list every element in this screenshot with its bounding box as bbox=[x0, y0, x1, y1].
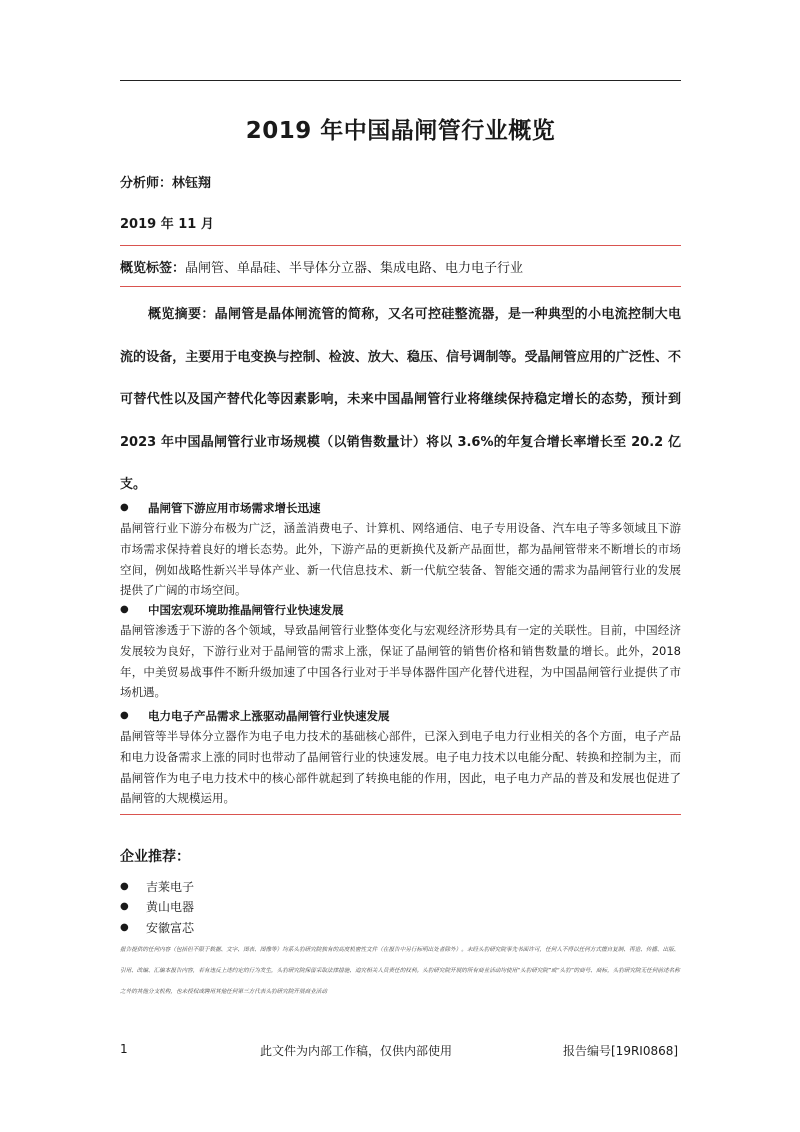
section-body: 晶闸管行业下游分布极为广泛，涵盖消费电子、计算机、网络通信、电子专用设备、汽车电子等多领域且下游市场需求保持着良好的增长态势。此外，下游产品的更新换代及新产品面世，都为晶闸管带来不断增长的市场空间，例如战略性新兴半导体产业、新一代信息技术、新一代航空装备、智能交通的需求为晶闸管行业的发展提供了广阔的市场空间。 bbox=[120, 521, 681, 598]
section-heading-text: 中国宏观环境助推晶闸管行业快速发展 bbox=[148, 602, 344, 617]
summary-paragraph bbox=[120, 294, 681, 507]
report-date: 2019 年 11 月 bbox=[120, 217, 214, 232]
company-name: 安徽富芯 bbox=[146, 920, 195, 935]
analyst-line: 分析师：林钰翔 bbox=[120, 176, 212, 191]
list-item bbox=[120, 917, 194, 938]
section-heading bbox=[120, 706, 681, 726]
tags-line bbox=[120, 257, 523, 276]
section-body: 晶闸管等半导体分立器作为电子电力技术的基础核心部件，已深入到电子电力行业相关的各个方面，电子产品和电力设备需求上涨的同时也带动了晶闸管行业的快速发展。电子电力技术以电能分配、转换和控制为主，而晶闸管作为电子电力技术中的核心部件就起到了转换电能的作用，因此，电子电力产品的普及和发展也促进了晶闸管的大规模运用。 bbox=[120, 729, 681, 806]
bullet-icon: ● bbox=[120, 901, 129, 913]
recommend-title: 企业推荐： bbox=[120, 849, 190, 865]
summary-text: 晶闸管是晶体闸流管的简称，又名可控硅整流器，是一种典型的小电流控制大电流的设备，主要用于电变换与控制、检波、放大、稳压、信号调制等。受晶闸管应用的广泛性、不可替代性以及国产替代化等因素影响，未来中国晶闸管行业将继续保持稳定增长的态势，预计到 2023 年中国晶闸管行业市场规模（以销售数量计）将以 3.6%的年复合增长率增长至 20.2 亿支。 bbox=[120, 307, 681, 492]
top-rule bbox=[120, 80, 681, 81]
recommend-list bbox=[120, 876, 194, 938]
bullet-icon: ● bbox=[120, 501, 129, 513]
page-title: 2019 年中国晶闸管行业概览 bbox=[245, 118, 556, 144]
bullet-icon: ● bbox=[120, 709, 129, 721]
list-item bbox=[120, 897, 194, 918]
section-downstream bbox=[120, 498, 681, 601]
company-name: 吉莱电子 bbox=[146, 879, 195, 894]
list-item bbox=[120, 876, 194, 897]
section-power-electronics bbox=[120, 706, 681, 809]
section-body: 晶闸管渗透于下游的各个领域，导致晶闸管行业整体变化与宏观经济形势具有一定的关联性。目前，中国经济发展较为良好，下游行业对于晶闸管的需求上涨，保证了晶闸管的销售价格和销售数量的增长。此外，2018 年，中美贸易战事件不断升级加速了中国各行业对于半导体器件国产化替代进程，为中国晶闸管行业提供了市场机遇。 bbox=[120, 623, 681, 700]
disclaimer-text: 报告提供的任何内容（包括但不限于数据、文字、图表、图像等）均系头豹研究院独有的高度机密性文件（在报告中另行标明出处者除外）。未经头豹研究院事先书面许可，任何人不得以任何方式擅自复制、再造、传播、出版、引用、改编、汇编本报告内容，若有违反上述约定的行为发生，头豹研究院保留采取法律措施、追究相关人员责任的权利。头豹研究院开展的所有商业活动均使用“头豹研究院”或“头豹”的商号、商标，头豹研究院无任何前述名称之外的其他分支机构，也未授权或聘用其他任何第三方代表头豹研究院开展商业活动 bbox=[120, 947, 680, 995]
section-macro bbox=[120, 600, 681, 703]
divider-red bbox=[120, 245, 681, 246]
bullet-icon: ● bbox=[120, 603, 129, 615]
bullet-icon: ● bbox=[120, 921, 129, 933]
summary-label: 概览摘要： bbox=[148, 307, 215, 322]
footer-note: 此文件为内部工作稿，仅供内部使用 bbox=[260, 1044, 453, 1058]
section-heading bbox=[120, 600, 681, 620]
page-number: 1 bbox=[120, 1042, 128, 1056]
tags-value: 晶闸管、单晶硅、半导体分立器、集成电路、电力电子行业 bbox=[185, 261, 524, 276]
report-code: 报告编号[19RI0868] bbox=[563, 1044, 679, 1058]
divider-red bbox=[120, 814, 681, 815]
section-heading-text: 电力电子产品需求上涨驱动晶闸管行业快速发展 bbox=[148, 708, 390, 723]
divider-red bbox=[120, 286, 681, 287]
company-name: 黄山电器 bbox=[146, 900, 195, 915]
section-heading bbox=[120, 498, 681, 518]
bullet-icon: ● bbox=[120, 880, 129, 892]
section-heading-text: 晶闸管下游应用市场需求增长迅速 bbox=[148, 500, 321, 515]
tags-label: 概览标签： bbox=[120, 261, 186, 276]
